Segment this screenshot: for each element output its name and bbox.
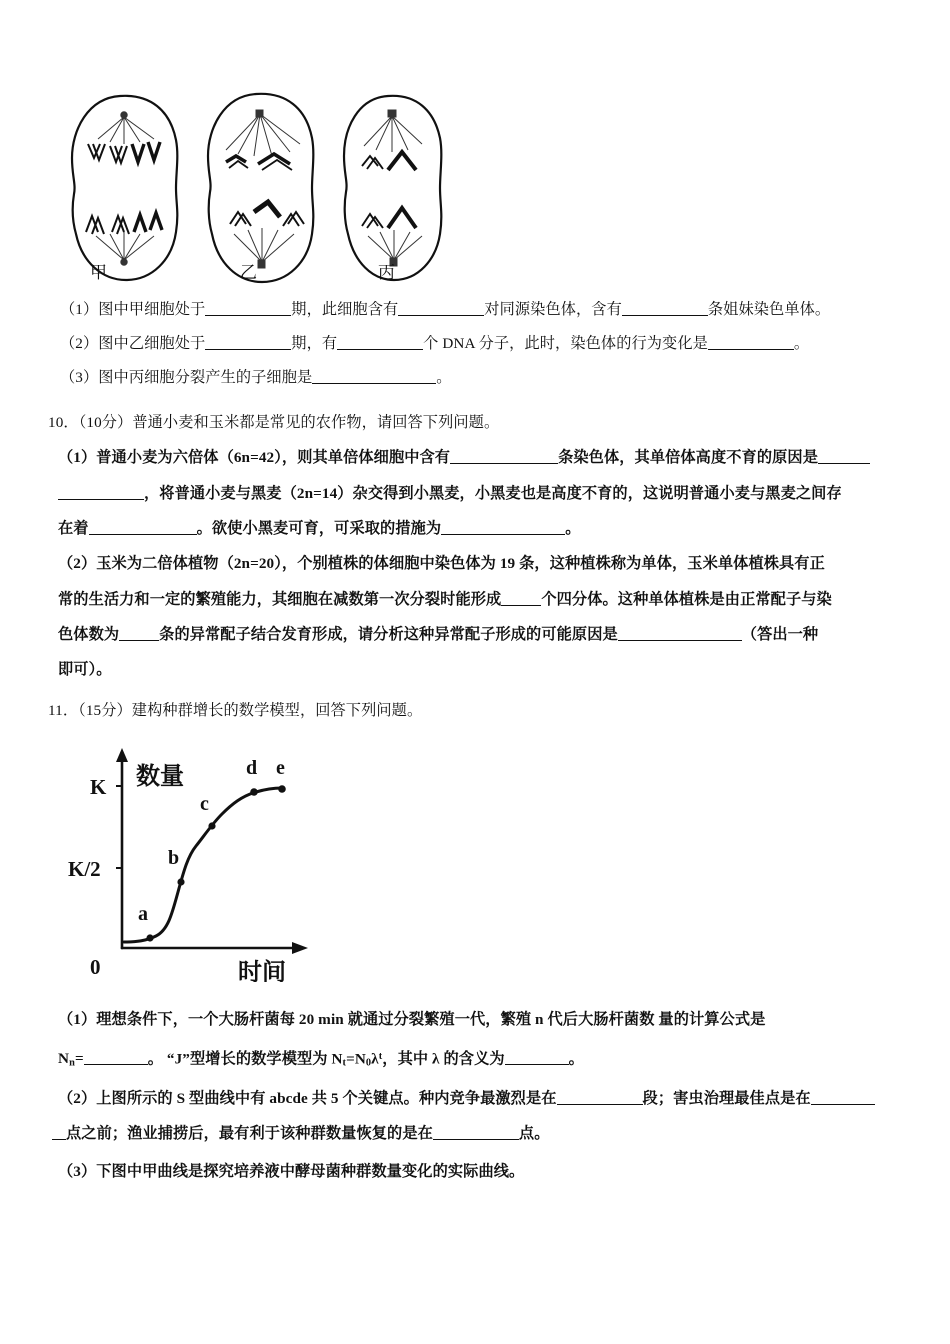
y-axis-arrow <box>116 748 128 762</box>
point-label-c: c <box>200 793 209 815</box>
question-10-2-line4 <box>58 660 112 680</box>
cell-diagram-captions <box>58 258 468 284</box>
q11-number: 11． <box>48 702 79 719</box>
q10-2-t2: 常的生活力和一定的繁殖能力，其细胞在减数第一次分裂时能形成 <box>58 591 502 608</box>
q10-1-t6: 。 <box>565 520 581 537</box>
q11-formula-mid: 。 “J”型增长的数学模型为 N <box>147 1050 343 1068</box>
question-10-1-line1 <box>58 448 870 468</box>
x-axis-arrow <box>292 942 308 954</box>
population-growth-chart <box>60 742 360 982</box>
q11-2-t3: 点之前；渔业捕捞后，最有利于该种群数量恢复的是在 <box>66 1125 433 1142</box>
q10-score: （10分） <box>78 414 133 431</box>
q10-2-t5: 条的异常配子结合发育形成，请分析这种异常配子形成的可能原因是 <box>159 626 618 643</box>
question-10-stem <box>48 413 499 433</box>
question-11-1-formula-line <box>58 1047 584 1074</box>
q11-formula-lambda: λ <box>371 1050 379 1068</box>
q10-2-t6: （答出一种 <box>741 626 819 643</box>
question-11-2-line1 <box>58 1089 875 1109</box>
question-10-2-line2 <box>58 590 832 610</box>
x-axis-title: 时间 <box>238 959 286 982</box>
q10-1-t2: 条染色体，其单倍体高度不育的原因是 <box>558 449 818 466</box>
cell-caption-jia: 甲 <box>90 263 107 282</box>
question-11-2-line2 <box>52 1124 549 1144</box>
q9-1-t2: 期，此细胞含有 <box>291 301 399 318</box>
q11-formula-eq2: =N <box>346 1050 366 1068</box>
q10-stem-text: 普通小麦和玉米都是常见的农作物，请回答下列问题。 <box>132 414 500 431</box>
q9-1-t4: 条姐妹染色单体。 <box>707 301 831 318</box>
q9-2-t1: （2）图中乙细胞处于 <box>60 335 206 352</box>
q10-1-blank-5[interactable] <box>441 521 565 535</box>
data-point-b <box>177 878 184 885</box>
point-label-d: d <box>246 757 258 779</box>
q11-formula-nn: $N_n=$ <box>58 1050 84 1069</box>
cell-caption-bing: 丙 <box>378 263 395 282</box>
q11-formula-tail: ，其中 λ 的含义为 <box>382 1050 505 1068</box>
data-point-d <box>250 788 258 796</box>
q9-1-t1: （1）图中甲细胞处于 <box>60 301 206 318</box>
q11-1-t1: （1）理想条件下，一个大肠杆菌每 20 min 就通过分裂繁殖一代，繁殖 n 代后大肠杆菌数 量的计算公式是 <box>58 1011 766 1028</box>
q9-2-blank-2[interactable] <box>337 336 423 350</box>
q9-2-blank-1[interactable] <box>205 336 291 350</box>
y-tick-label-k: K <box>90 775 107 799</box>
cell-caption-yi: 乙 <box>240 263 257 282</box>
q11-2-t2: 段；害虫治理最佳点是在 <box>642 1090 811 1107</box>
q10-2-t4: 色体数为 <box>58 626 120 643</box>
q10-1-t3: ，将普通小麦与黑麦（2n=14）杂交得到小黑麦，小黑麦也是高度不育的，这说明普通小麦与黑麦之间存 <box>144 485 842 502</box>
data-point-c <box>208 822 215 829</box>
q10-2-t3: 个四分体。这种单体植株是由正常配子与染 <box>541 591 832 608</box>
q11-formula-lambda-sup: t <box>378 1051 383 1062</box>
q11-1-blank-2[interactable] <box>505 1051 569 1065</box>
q9-3-t1: （3）图中丙细胞分裂产生的子细胞是 <box>60 369 313 386</box>
q10-2-blank-2[interactable] <box>119 627 159 641</box>
q11-formula-n0-sub: 0 <box>365 1057 372 1069</box>
q9-2-t3: 个 DNA 分子，此时，染色体的行为变化是 <box>423 335 708 352</box>
question-11-3-line <box>58 1162 524 1182</box>
data-point-a <box>146 934 153 941</box>
q10-2-blank-1[interactable] <box>501 592 541 606</box>
question-10-1-line2 <box>58 484 842 504</box>
question-11-stem <box>48 701 422 721</box>
question-10-2-line1 <box>58 554 825 574</box>
q11-score: （15分） <box>78 702 132 719</box>
question-9-3 <box>60 368 452 388</box>
q11-1-blank-1[interactable] <box>84 1051 148 1065</box>
q10-1-blank-1[interactable] <box>450 450 558 464</box>
q11-formula-nt-sub: t <box>342 1057 347 1069</box>
q11-2-blank-2[interactable] <box>811 1091 875 1105</box>
q9-3-blank-1[interactable] <box>312 370 436 384</box>
question-9-1 <box>60 300 830 320</box>
data-point-e <box>278 785 286 793</box>
q10-1-blank-4[interactable] <box>89 521 197 535</box>
q11-stem-text: 建构种群增长的数学模型，回答下列问题。 <box>131 702 423 719</box>
q9-2-t2: 期，有 <box>291 335 338 352</box>
q10-2-t7: 即可）。 <box>58 661 112 678</box>
origin-label: 0 <box>90 955 101 979</box>
y-axis-title: 数量 <box>136 763 184 790</box>
q11-2-t1: （2）上图所示的 S 型曲线中有 abcde 共 5 个关键点。种内竞争最激烈是在 <box>58 1090 557 1107</box>
q11-2-blank-1[interactable] <box>557 1091 643 1105</box>
y-tick-label-k-half: K/2 <box>68 857 101 881</box>
q9-1-blank-3[interactable] <box>622 302 708 316</box>
q9-1-t3: 对同源染色体，含有 <box>484 301 622 318</box>
q10-1-t5: 。欲使小黑麦可育，可采取的措施为 <box>196 520 442 537</box>
q10-1-blank-2[interactable] <box>818 450 870 464</box>
q9-2-t4: 。 <box>793 335 810 352</box>
q10-1-t1: （1）普通小麦为六倍体（6n=42），则其单倍体细胞中含有 <box>58 449 451 466</box>
q9-1-blank-1[interactable] <box>205 302 291 316</box>
question-10-1-line3 <box>58 519 580 539</box>
point-label-a: a <box>138 903 148 925</box>
question-9-2 <box>60 334 809 354</box>
q10-2-t1: （2）玉米为二倍体植物（2n=20），个别植株的体细胞中染色体为 19 条，这种植株称为单体，玉米单体植株具有正 <box>58 555 825 572</box>
q11-2-t4: 点。 <box>518 1125 550 1142</box>
q11-2-blank-3[interactable] <box>433 1126 519 1140</box>
q10-number: 10． <box>48 414 79 431</box>
q11-3-t1: （3）下图中甲曲线是探究培养液中酵母菌种群数量变化的实际曲线。 <box>58 1163 525 1180</box>
q9-2-blank-3[interactable] <box>708 336 794 350</box>
q9-3-t2: 。 <box>436 369 452 386</box>
q10-1-t4: 在着 <box>58 520 89 537</box>
point-label-b: b <box>168 847 180 869</box>
q11-formula-end: 。 <box>568 1050 584 1068</box>
q10-2-blank-3[interactable] <box>618 627 742 641</box>
question-11-1-line1 <box>58 1010 765 1030</box>
question-10-2-line3 <box>58 625 818 645</box>
point-label-e: e <box>276 757 285 779</box>
q9-1-blank-2[interactable] <box>398 302 484 316</box>
q11-2-blank-2-cont[interactable] <box>52 1126 66 1140</box>
q10-1-blank-3[interactable] <box>58 486 144 500</box>
